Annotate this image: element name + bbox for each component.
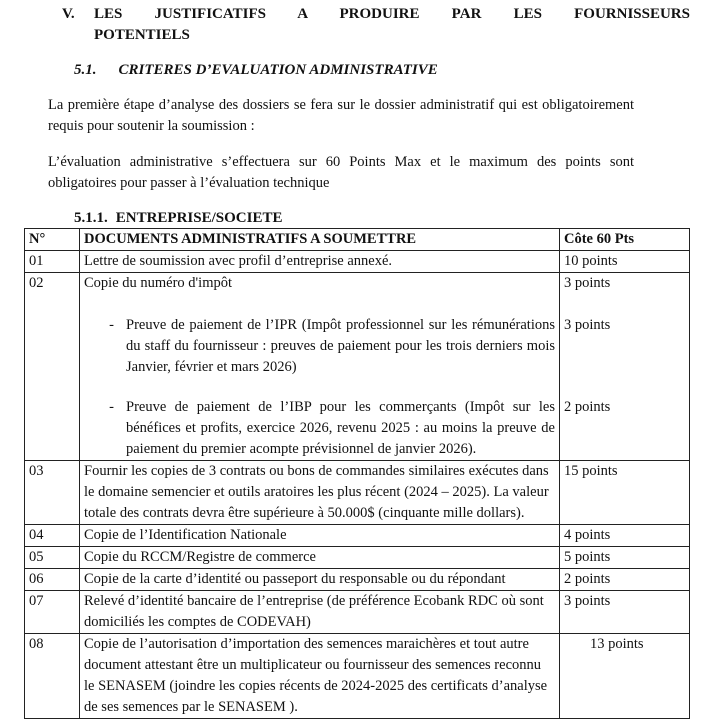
row-score: 15 points	[560, 461, 690, 525]
bullet-ibp-text: Preuve de paiement de l’IBP pour les commerçants (Impôt sur les bénéfices et profits, exercice 2026, revenu 2025 : au moins la preuve de paiement du premier acompte prévisionnel de janvier 2026).	[126, 399, 555, 457]
bullet-dash: -	[109, 399, 114, 415]
subsection-number: 5.1.	[74, 62, 97, 78]
subsubsection-heading	[74, 208, 282, 229]
documents-table	[24, 228, 690, 719]
subsubsection-number: 5.1.1.	[74, 210, 108, 226]
paragraph-intro: La première étape d’analyse des dossiers se fera sur le dossier administratif qui est obligatoirement requis pour soutenir la soumission :	[48, 97, 634, 134]
table-row	[25, 634, 690, 719]
bullet-ibp-score: 2 points	[564, 399, 611, 415]
row-document: Copie du RCCM/Registre de commerce	[80, 547, 560, 569]
table-row	[25, 273, 690, 461]
header-score: Côte 60 Pts	[560, 229, 690, 251]
bullet-ipr-text: Preuve de paiement de l’IPR (Impôt professionnel sur les rémunérations du staff du fournisseur : preuves de paiement pour les trois derniers mois Janvier, février et mars 2026)	[126, 317, 555, 375]
row-document: Copie de l’autorisation d’importation des semences maraichères et tout autre document attestant être un multiplicateur ou fournisseur des semences reconnu le SENASEM (joindre les copies récents de 2024-2025 des certificats d’analyse de ses semences par le SENASEM ).	[80, 634, 560, 719]
bullet-dash: -	[109, 317, 114, 333]
row-document: Copie de l’Identification Nationale	[80, 525, 560, 547]
table-row	[25, 461, 690, 525]
bullet-ipr-score: 3 points	[564, 317, 611, 333]
row-document-group	[80, 273, 560, 461]
table-header-row	[25, 229, 690, 251]
subsubsection-title: ENTREPRISE/SOCIETE	[115, 210, 283, 226]
paragraph-evaluation: L’évaluation administrative s’effectuera sur 60 Points Max et le maximum des points sont obligatoires pour passer à l’évaluation technique	[48, 154, 634, 191]
row-score: 10 points	[560, 251, 690, 273]
bullet-ibp	[84, 397, 555, 460]
header-number: N°	[25, 229, 80, 251]
table-row	[25, 251, 690, 273]
row-score: 5 points	[560, 547, 690, 569]
row-score: 3 points	[560, 591, 690, 634]
row-number: 07	[25, 591, 80, 634]
row-number: 02	[25, 273, 80, 461]
section-number: V.	[62, 6, 75, 22]
header-documents: DOCUMENTS ADMINISTRATIFS A SOUMETTRE	[80, 229, 560, 251]
table-row	[25, 525, 690, 547]
row-number: 05	[25, 547, 80, 569]
row-score: 4 points	[560, 525, 690, 547]
row-score: 2 points	[560, 569, 690, 591]
row-number: 08	[25, 634, 80, 719]
row-score-group	[560, 273, 690, 461]
subsection-heading	[74, 60, 438, 81]
table-row	[25, 591, 690, 634]
table-row	[25, 547, 690, 569]
row-number: 06	[25, 569, 80, 591]
row-score: 3 points	[564, 275, 611, 291]
row-document: Fournir les copies de 3 contrats ou bons de commandes similaires exécutes dans le domaine semencier et outils aratoires les plus récent (2024 – 2025). La valeur totale des contrats devra être supérieure à 50.000$ (cinquante mille dollars).	[80, 461, 560, 525]
subsection-title: CRITERES D’EVALUATION ADMINISTRATIVE	[118, 62, 438, 78]
row-document: Relevé d’identité bancaire de l’entreprise (de préférence Ecobank RDC où sont domiciliés les comptes de CODEVAH)	[80, 591, 560, 634]
row-document: Copie du numéro d'impôt	[84, 275, 233, 291]
table-row	[25, 569, 690, 591]
row-score: 13 points	[560, 634, 690, 719]
row-number: 03	[25, 461, 80, 525]
row-document: Lettre de soumission avec profil d’entreprise annexé.	[80, 251, 560, 273]
row-number: 01	[25, 251, 80, 273]
section-title-line2: POTENTIELS	[94, 27, 190, 43]
row-number: 04	[25, 525, 80, 547]
bullet-ipr	[84, 315, 555, 378]
section-title-line1: LES JUSTIFICATIFS A PRODUIRE PAR LES FOURNISSEURS	[94, 6, 690, 22]
row-document: Copie de la carte d’identité ou passeport du responsable ou du répondant	[80, 569, 560, 591]
